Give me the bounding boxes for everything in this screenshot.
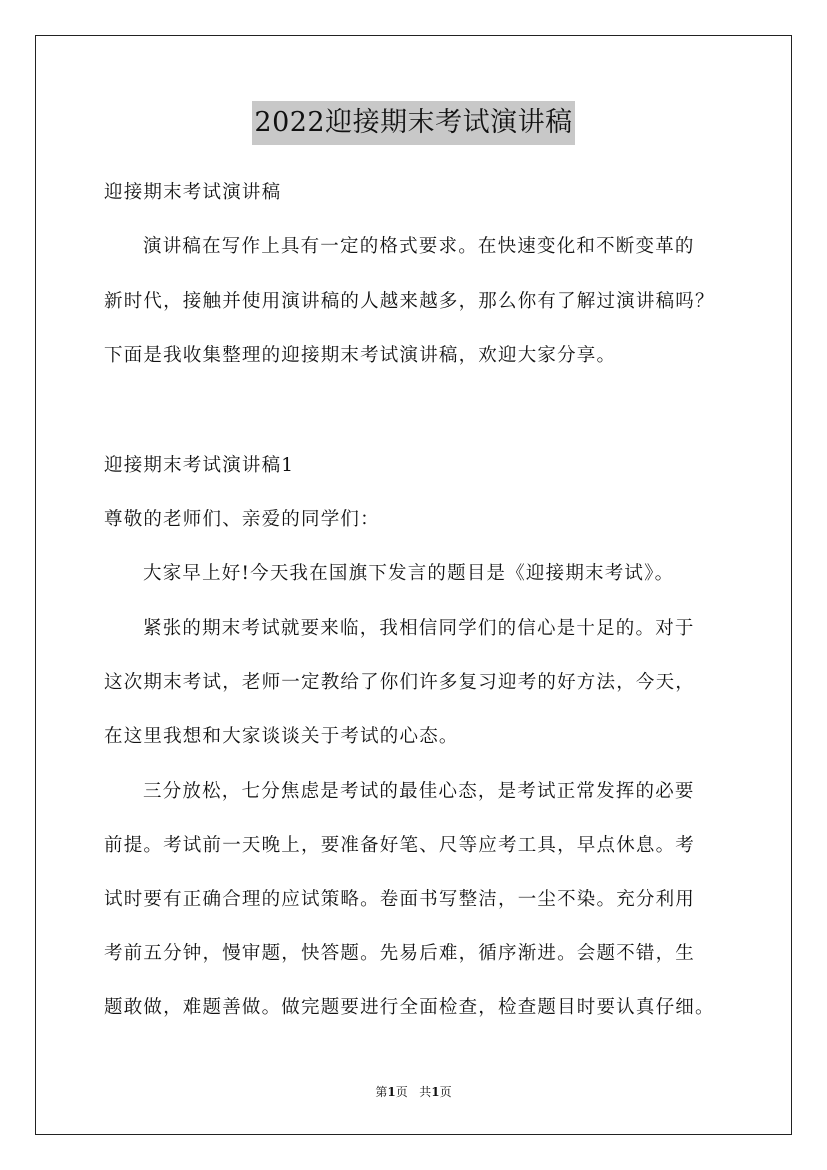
paragraph-line: 试时要有正确合理的应试策略。卷面书写整洁，一尘不染。充分利用 [104, 889, 696, 910]
paragraph-line: 新时代，接触并使用演讲稿的人越来越多，那么你有了解过演讲稿吗？ [104, 291, 715, 312]
paragraph-line: 前提。考试前一天晚上，要准备好笔、尺等应考工具，早点休息。考 [104, 835, 696, 856]
section-heading: 迎接期末考试演讲稿1 [104, 455, 295, 476]
total-pages: 1 [431, 1085, 440, 1099]
paragraph-line: 大家早上好!今天我在国旗下发言的题目是《迎接期末考试》。 [143, 563, 675, 584]
page-label-suffix: 页 [395, 1085, 408, 1099]
paragraph-line: 这次期末考试，老师一定教给了你们许多复习迎考的好方法，今天， [104, 672, 696, 693]
total-prefix: 共 [419, 1085, 432, 1099]
paragraph-line: 题敢做，难题善做。做完题要进行全面检查，检查题目时要认真仔细。 [104, 997, 715, 1018]
paragraph-line: 演讲稿在写作上具有一定的格式要求。在快速变化和不断变革的 [143, 236, 695, 257]
paragraph-line: 下面是我收集整理的迎接期末考试演讲稿，欢迎大家分享。 [104, 345, 617, 366]
page-number: 1 [387, 1085, 396, 1099]
paragraph-line: 考前五分钟，慢审题，快答题。先易后难，循序渐进。会题不错，生 [104, 943, 696, 964]
section-heading: 迎接期末考试演讲稿 [104, 182, 282, 203]
document-title-text: 2022迎接期末考试演讲稿 [252, 101, 574, 145]
paragraph-line: 三分放松，七分焦虑是考试的最佳心态，是考试正常发挥的必要 [143, 781, 695, 802]
paragraph-line: 在这里我想和大家谈谈关于考试的心态。 [104, 726, 459, 747]
page-label-prefix: 第 [375, 1085, 388, 1099]
document-title [0, 101, 827, 145]
total-suffix: 页 [439, 1085, 452, 1099]
paragraph-line: 紧张的期末考试就要来临，我相信同学们的信心是十足的。对于 [143, 618, 695, 639]
salutation: 尊敬的老师们、亲爱的同学们： [104, 509, 380, 530]
page-footer [0, 1084, 827, 1100]
